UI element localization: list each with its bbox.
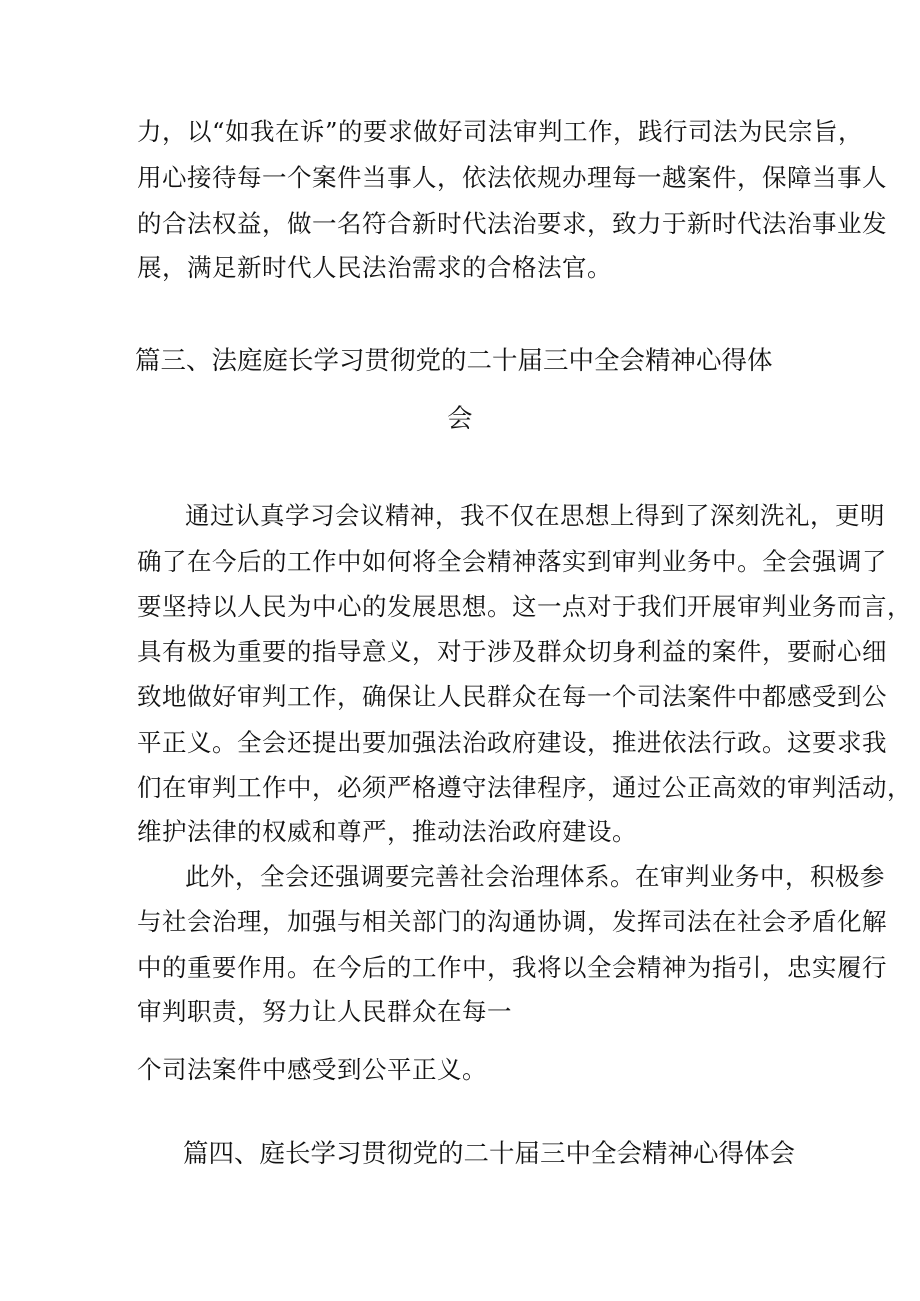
section-four-title: 篇四、庭长学习贯彻党的二十届三中全会精神心得体会 <box>183 1139 796 1169</box>
body-line: 用心接待每一个案件当事人，依法依规办理每一越案件，保障当事人 <box>137 163 887 192</box>
body-line: 的合法权益，做一名符合新时代法治要求，致力于新时代法治事业发 <box>137 209 887 238</box>
body-line: 展，满足新时代人民法治需求的合格法官。 <box>137 253 612 282</box>
body-line: 要坚持以人民为中心的发展思想。这一点对于我们开展审判业务而言， <box>137 592 912 621</box>
body-line: 力，以“如我在诉”的要求做好司法审判工作，践行司法为民宗旨， <box>137 117 864 146</box>
body-line: 确了在今后的工作中如何将全会精神落实到审判业务中。全会强调了 <box>137 547 887 576</box>
section-three-title-line-1: 篇三、法庭庭长学习贯彻党的二十届三中全会精神心得体 <box>135 346 773 376</box>
body-line: 致地做好审判工作，确保让人民群众在每一个司法案件中都感受到公 <box>137 682 887 711</box>
body-line: 维护法律的权威和尊严，推动法治政府建设。 <box>137 817 637 846</box>
body-line: 与社会治理，加强与相关部门的沟通协调，发挥司法在社会矛盾化解 <box>137 907 887 936</box>
body-line: 具有极为重要的指导意义，对于涉及群众切身利益的案件，要耐心细 <box>137 637 887 666</box>
body-line: 个司法案件中感受到公平正义。 <box>137 1055 487 1084</box>
body-line: 们在审判工作中，必须严格遵守法律程序，通过公正高效的审判活动， <box>137 773 912 802</box>
body-line: 审判职责，努力让人民群众在每一 <box>137 997 512 1026</box>
body-line: 中的重要作用。在今后的工作中，我将以全会精神为指引，忠实履行 <box>137 953 887 982</box>
body-line: 平正义。全会还提出要加强法治政府建设，推进依法行政。这要求我 <box>137 728 887 757</box>
paragraph-first-line: 此外，全会还强调要完善社会治理体系。在审判业务中，积极参 <box>185 862 885 891</box>
section-three-title-line-2: 会 <box>447 404 473 434</box>
paragraph-first-line: 通过认真学习会议精神，我不仅在思想上得到了深刻洗礼，更明 <box>185 501 885 530</box>
